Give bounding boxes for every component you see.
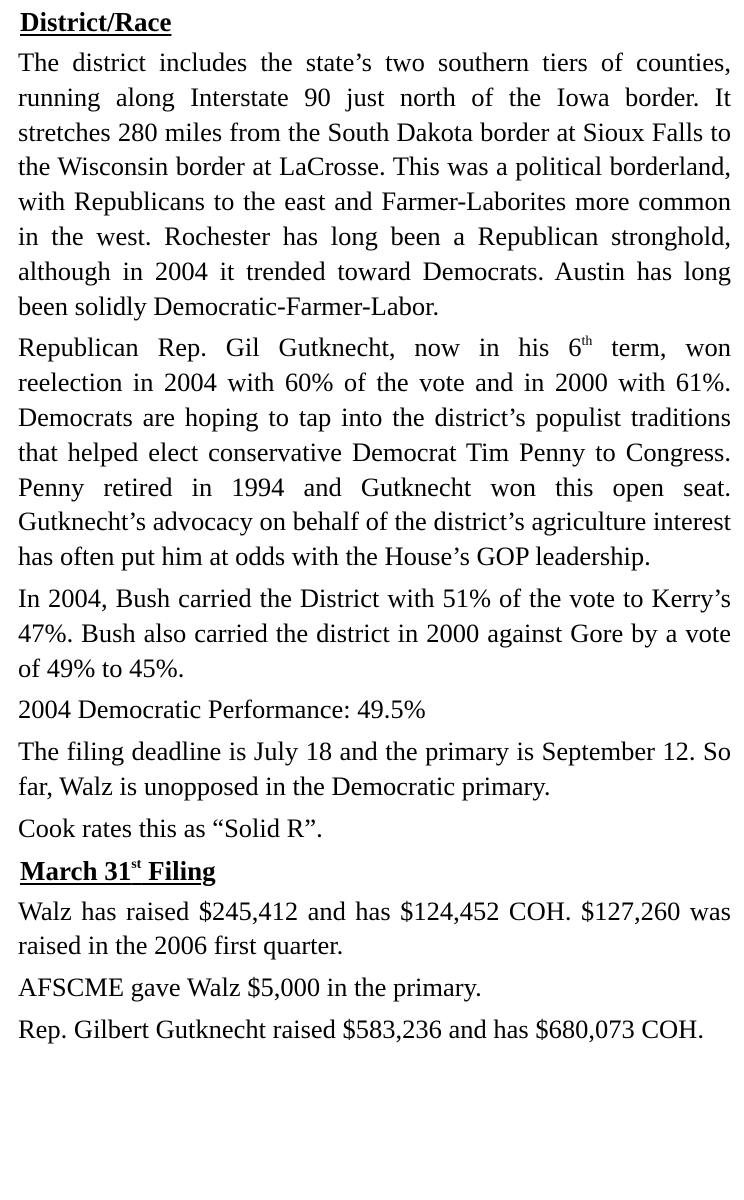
- walz-fundraising-paragraph: Walz has raised $245,412 and has $124,452 COH. $127,260 was raised in the 2006 first quarter.: [18, 895, 731, 961]
- democratic-performance-line: 2004 Democratic Performance: 49.5%: [18, 694, 426, 725]
- march-filing-heading-end: Filing: [141, 855, 216, 886]
- ordinal-suffix: th: [581, 333, 593, 349]
- presidential-results-paragraph: In 2004, Bush carried the District with 51% of the vote to Kerry’s 47%. Bush also carried the district in 2000 against Gore by a vote of 49% to 45%.: [18, 582, 731, 683]
- incumbent-text-start: Republican Rep. Gil Gutknecht, now in his 6: [18, 332, 582, 363]
- incumbent-paragraph: [18, 330, 731, 574]
- march-filing-heading-suffix: st: [131, 856, 142, 872]
- incumbent-text-end: term, won reelection in 2004 with 60% of the vote and in 2000 with 61%. Democrats are hoping to tap into the district’s populist traditions that helped elect conservative Democrat Tim Penny to Congress. Penny retired in 1994 and Gutknecht won this open seat. Gutknecht’s advocacy on behalf of the district’s agriculture interest has often put him at odds with the House’s GOP leadership.: [18, 332, 731, 572]
- district-description-paragraph: The district includes the state’s two southern tiers of counties, running along Interstate 90 just north of the Iowa border. It stretches 280 miles from the South Dakota border at Sioux Falls to the Wisconsin border at LaCrosse. This was a political borderland, with Republicans to the east and Farmer-Laborites more common in the west. Rochester has long been a Republican stronghold, although in 2004 it trended toward Democrats. Austin has long been solidly Democratic-Farmer-Labor.: [18, 47, 731, 321]
- march-filing-heading: [20, 853, 731, 889]
- afscme-line: AFSCME gave Walz $5,000 in the primary.: [18, 972, 482, 1003]
- district-race-heading: District/Race: [20, 7, 172, 37]
- cook-rating-line: Cook rates this as “Solid R”.: [18, 812, 323, 843]
- filing-deadline-paragraph: The filing deadline is July 18 and the primary is September 12. So far, Walz is unopposed in the Democratic primary.: [18, 736, 731, 801]
- march-filing-heading-start: March 31: [20, 855, 132, 886]
- gutknecht-fundraising-paragraph: Rep. Gilbert Gutknecht raised $583,236 and has $680,073 COH.: [18, 1013, 704, 1044]
